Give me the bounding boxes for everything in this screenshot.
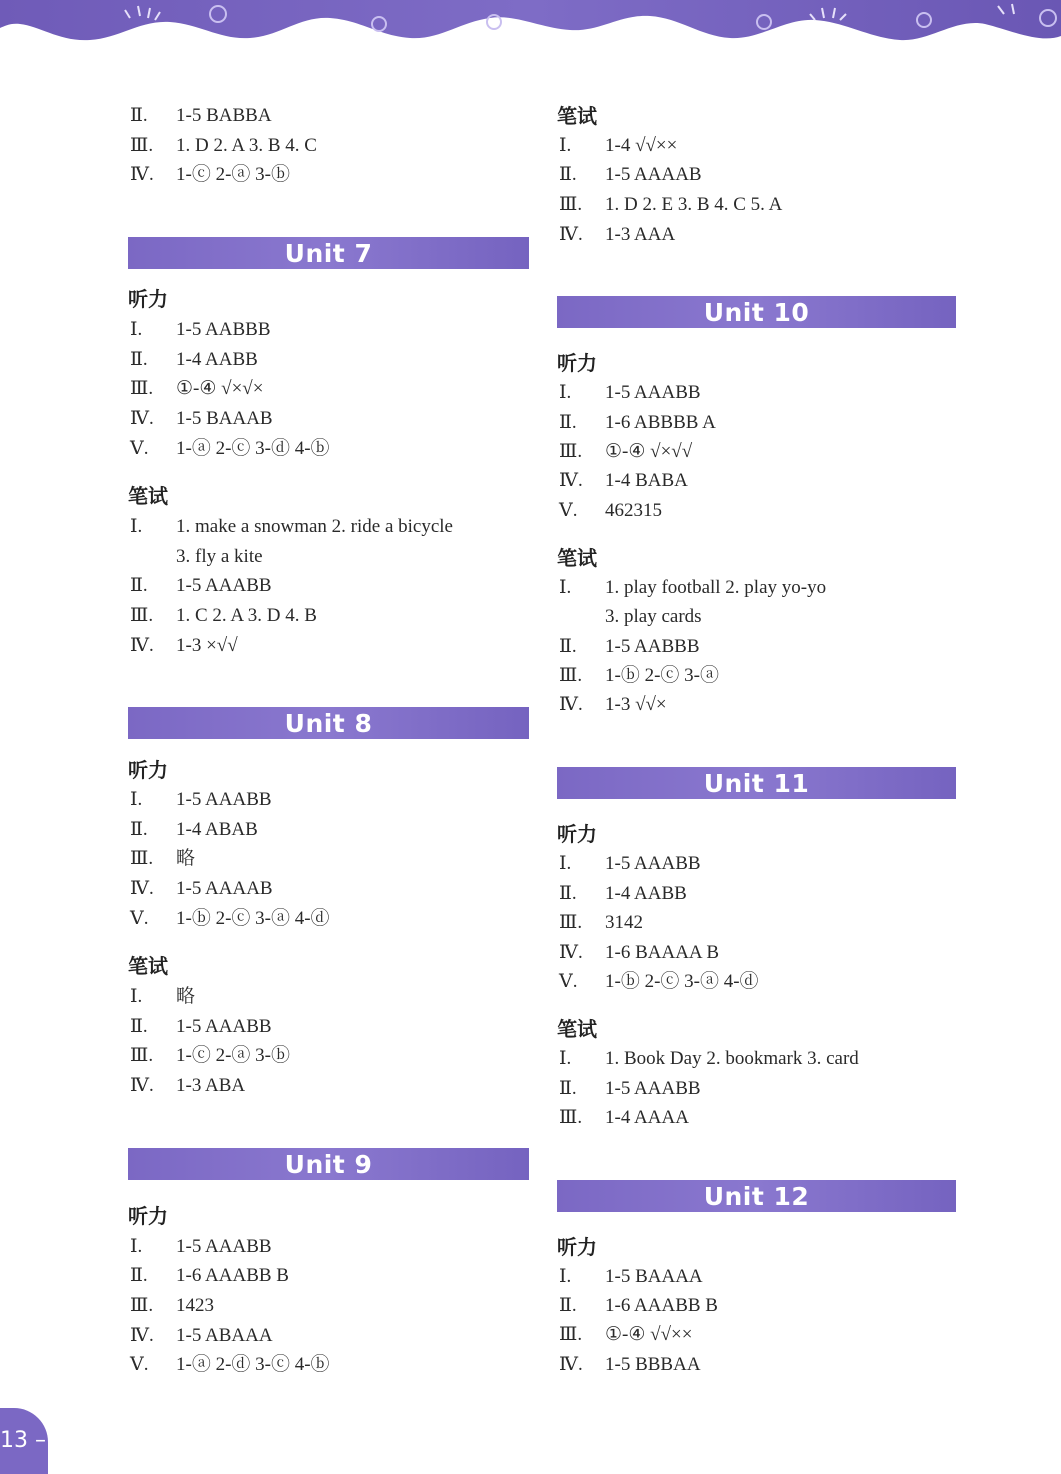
unit-7-header: Unit 7 [128,237,529,269]
unit-10-header: Unit 10 [557,296,956,328]
unit-9-header: Unit 9 [128,1148,529,1180]
unit-8-header: Unit 8 [128,707,529,739]
section-heading-listening: 听力 [557,351,597,375]
section-heading-written: 笔试 [128,484,168,508]
section-heading-written: 笔试 [557,1017,597,1041]
section-heading-written: 笔试 [128,954,168,978]
section-heading-written: 笔试 [557,104,597,128]
unit-12-header: Unit 12 [557,1180,956,1212]
page-number: 13 – [0,1428,46,1453]
section-heading-listening: 听力 [128,1204,168,1228]
section-heading-listening: 听力 [557,822,597,846]
section-heading-written: 笔试 [557,546,597,570]
unit-11-header: Unit 11 [557,767,956,799]
section-heading-listening: 听力 [557,1235,597,1259]
page-number-tab [0,1408,48,1474]
section-heading-listening: 听力 [128,758,168,782]
section-heading-listening: 听力 [128,287,168,311]
top-wave-banner [0,0,1061,60]
